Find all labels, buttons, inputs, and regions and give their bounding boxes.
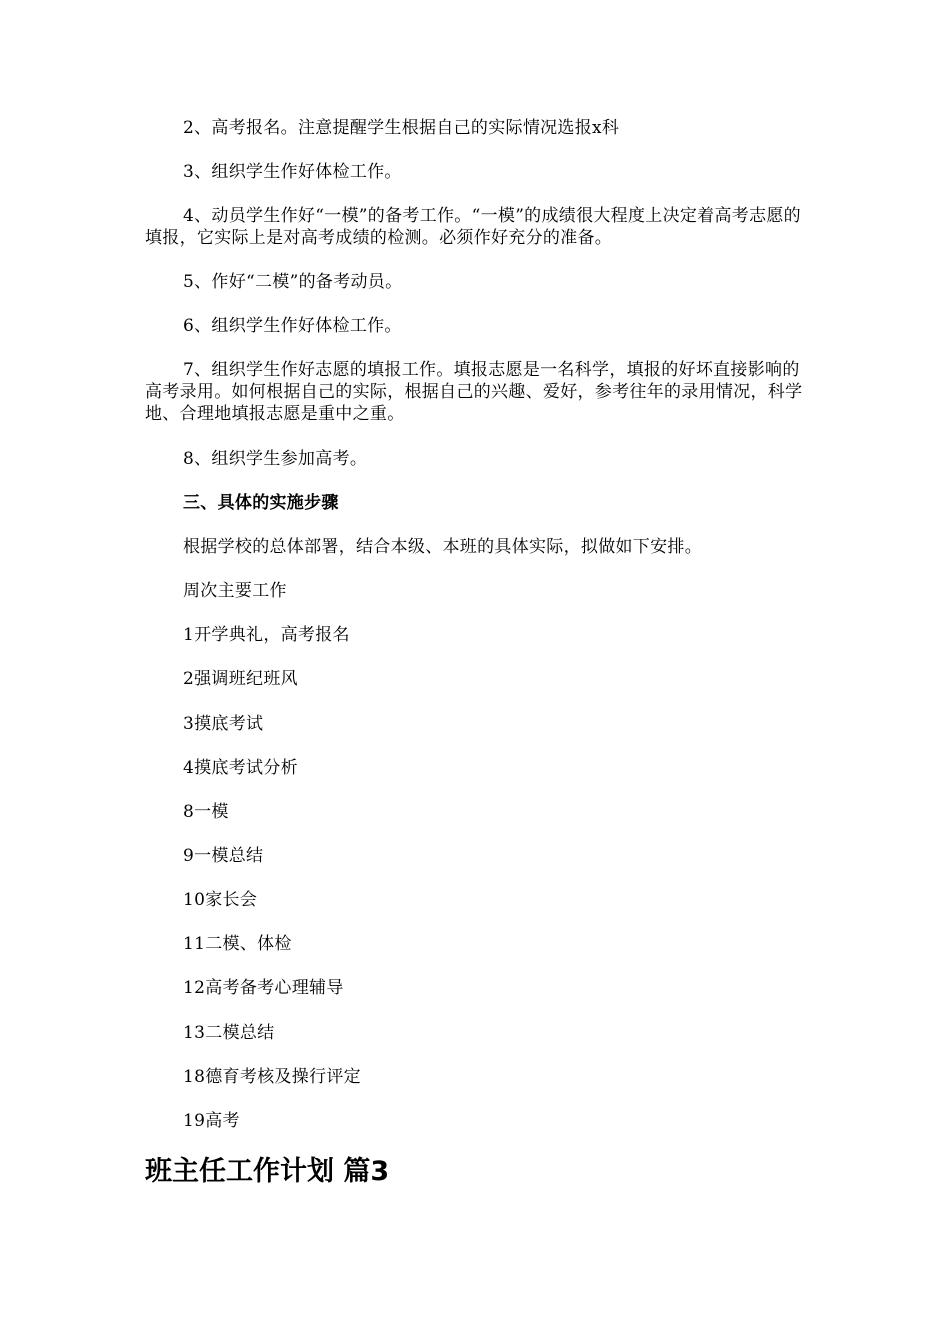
intro-paragraph: 根据学校的总体部署，结合本级、本班的具体实际，拟做如下安排。 [183, 537, 702, 557]
schedule-item: 19高考 [183, 1111, 240, 1131]
schedule-item: 8一模 [183, 802, 229, 822]
schedule-item: 9一模总结 [183, 846, 264, 866]
paragraph-item-3: 3、组织学生作好体检工作。 [183, 162, 402, 182]
schedule-item: 10家长会 [183, 890, 258, 910]
paragraph-item-4: 4、动员学生作好“一模”的备考工作。“一模”的成绩很大程度上决定着高考志愿的填报，它实际上是对高考成绩的检测。必须作好充分的准备。 [145, 206, 801, 248]
paragraph-item-2: 2、高考报名。注意提醒学生根据自己的实际情况选报x科 [183, 118, 620, 138]
schedule-item: 13二模总结 [183, 1023, 275, 1043]
paragraph-item-5: 5、作好“二模”的备考动员。 [183, 272, 403, 292]
document-section-title: 班主任工作计划 篇3 [145, 1156, 390, 1187]
paragraph-item-7: 7、组织学生作好志愿的填报工作。填报志愿是一名科学，填报的好坏直接影响的高考录用。如何根据自己的实际，根据自己的兴趣、爱好，参考往年的录用情况，科学地、合理地填报志愿是重中之重。 [145, 360, 803, 424]
schedule-header: 周次主要工作 [183, 581, 287, 601]
schedule-item: 12高考备考心理辅导 [183, 978, 344, 998]
schedule-item: 1开学典礼，高考报名 [183, 625, 350, 645]
paragraph-item-8: 8、组织学生参加高考。 [183, 449, 368, 469]
schedule-item: 4摸底考试分析 [183, 758, 298, 778]
schedule-item: 2强调班纪班风 [183, 669, 298, 689]
schedule-item: 11二模、体检 [183, 934, 292, 954]
schedule-item: 3摸底考试 [183, 714, 264, 734]
schedule-item: 18德育考核及操行评定 [183, 1067, 361, 1087]
paragraph-item-6: 6、组织学生作好体检工作。 [183, 316, 402, 336]
section-heading: 三、具体的实施步骤 [183, 493, 339, 513]
